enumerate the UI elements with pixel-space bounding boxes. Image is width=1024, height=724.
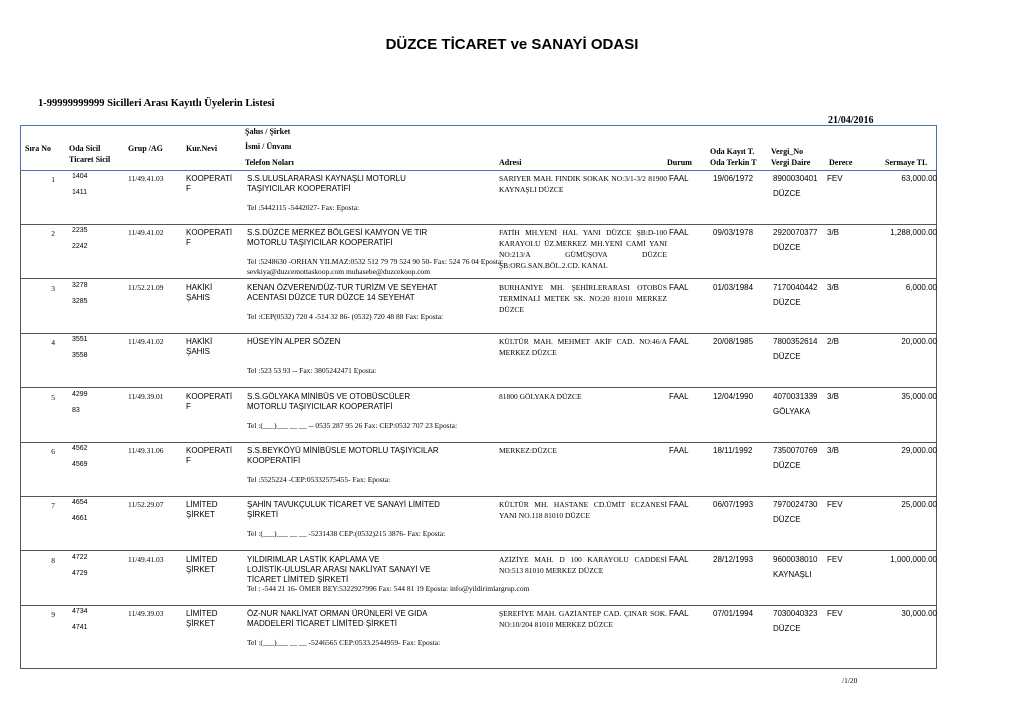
tax-office: KAYNAŞLI bbox=[773, 569, 812, 579]
company-name: S.S.DÜZCE MERKEZ BÖLGESİ KAMYON VE TIR bbox=[247, 228, 428, 238]
status: FAAL bbox=[669, 282, 689, 292]
tax-number: 7800352614 bbox=[773, 337, 818, 347]
table-row bbox=[21, 171, 936, 225]
capital: 29,000.00 bbox=[901, 446, 937, 455]
status: FAAL bbox=[669, 337, 689, 347]
oda-sicil: 4299 bbox=[72, 390, 88, 398]
degree: 2/B bbox=[827, 337, 840, 347]
status: FAAL bbox=[669, 554, 689, 564]
col-derece: Derece bbox=[829, 158, 853, 167]
degree: FEV bbox=[827, 174, 843, 183]
oda-sicil: 4734 bbox=[72, 608, 88, 616]
degree: FEV bbox=[827, 554, 843, 564]
company-name: KENAN ÖZVEREN/DÜZ-TUR TURİZM VE SEYEHAT bbox=[247, 282, 438, 292]
kur-nevi: LİMİTED bbox=[186, 554, 218, 564]
ticaret-sicil: 83 bbox=[72, 406, 80, 414]
kur-nevi: KOOPERATİ bbox=[186, 446, 233, 455]
kur-nevi-cont: ŞİRKET bbox=[186, 564, 215, 574]
grup-ag: 11/52.29.07 bbox=[128, 500, 164, 510]
phone-numbers: Tel :CEP(0532) 720 4 -514 32 86- (0532) 720 48 88 Fax: Eposta: bbox=[247, 311, 444, 321]
kur-nevi: HAKİKİ bbox=[186, 282, 213, 292]
phone-numbers: Tel : -544 21 16- ÖMER BEY:5322927996 Fax: 544 81 19 Eposta: info@yildirimlargrup.com bbox=[247, 583, 530, 593]
status: FAAL bbox=[669, 500, 689, 510]
oda-sicil: 3278 bbox=[72, 281, 88, 289]
kur-nevi-cont: ŞİRKET bbox=[186, 510, 215, 520]
tax-office: DÜZCE bbox=[773, 297, 801, 307]
col-oda-terkin: Oda Terkin T bbox=[710, 158, 757, 167]
phone-numbers: Tel :5525224 -CEP:05332575455- Fax: Eposta: bbox=[247, 475, 391, 484]
address: 81800 GÖLYAKA DÜZCE bbox=[499, 391, 582, 401]
row-number: 1 bbox=[51, 175, 55, 184]
registration-date: 09/03/1978 bbox=[713, 228, 754, 238]
tax-office: DÜZCE bbox=[773, 461, 801, 470]
kur-nevi-cont: F bbox=[186, 184, 191, 193]
col-sira-no: Sıra No bbox=[25, 144, 51, 153]
tax-number: 7350070769 bbox=[773, 446, 818, 455]
phone-numbers: Tel :(___)___ __ __ -5246565 CEP:0533.2544959- Fax: Eposta: bbox=[247, 638, 441, 648]
kur-nevi-cont: ŞAHIS bbox=[186, 347, 211, 357]
registration-date: 20/08/1985 bbox=[713, 337, 754, 347]
col-vergi-daire: Vergi Daire bbox=[771, 158, 811, 167]
company-name-cont: TAŞIYICILAR KOOPERATİFİ bbox=[247, 184, 351, 193]
company-name-cont: LOJİSTİK-ULUSLAR ARASI NAKLİYAT SANAYİ VE bbox=[247, 564, 431, 574]
col-oda-sicil: Oda Sicil bbox=[69, 144, 101, 153]
company-name-cont: KOOPERATİFİ bbox=[247, 456, 301, 465]
kur-nevi: HAKİKİ bbox=[186, 337, 213, 347]
ticaret-sicil: 4741 bbox=[72, 624, 88, 632]
col-adresi: Adresi bbox=[499, 158, 522, 167]
phone-numbers: Tel :5248630 -ORHAN YILMAZ:0532 512 79 79 524 90 50- Fax: 524 76 04 Eposta: bbox=[247, 257, 504, 267]
ticaret-sicil: 4661 bbox=[72, 515, 88, 523]
col-kur-nevi: Kur.Nevi bbox=[186, 144, 218, 153]
oda-sicil: 3551 bbox=[72, 336, 88, 344]
list-title: 1-99999999999 Sicilleri Arası Kayıtlı Üyelerin Listesi bbox=[38, 98, 275, 109]
registration-date: 19/06/1972 bbox=[713, 174, 754, 183]
tax-number: 7030040323 bbox=[773, 609, 818, 619]
degree: FEV bbox=[827, 609, 843, 619]
grup-ag: 11/49.39.03 bbox=[128, 609, 164, 619]
ticaret-sicil: 3558 bbox=[72, 352, 88, 360]
company-name: S.S.ULUSLARARASI KAYNAŞLI MOTORLU bbox=[247, 174, 406, 183]
status: FAAL bbox=[669, 609, 689, 619]
address: FATİH MH.YENİ HAL YANI DÜZCE ŞB:D-100 KARAYOLU ÜZ.MERKEZ MH.YENİ CAMİ YANI NO:213/A GÜMÜŞOVA DÜZCE ŞB:ORG.SAN.BÖL.2.CD. KANAL bbox=[499, 228, 667, 271]
table-row bbox=[21, 225, 936, 279]
company-name: YILDIRIMLAR LASTİK KAPLAMA VE bbox=[247, 554, 380, 564]
tax-number: 9600038010 bbox=[773, 554, 818, 564]
grup-ag: 11/49.41.02 bbox=[128, 337, 164, 347]
capital: 1,288,000.00 bbox=[890, 228, 937, 238]
tax-office: DÜZCE bbox=[773, 243, 801, 253]
table-row bbox=[21, 443, 936, 497]
ticaret-sicil: 2242 bbox=[72, 243, 88, 251]
status: FAAL bbox=[669, 228, 689, 238]
company-name: S.S.GÖLYAKA MİNİBÜS VE OTOBÜSCÜLER bbox=[247, 391, 411, 401]
tax-number: 8900030401 bbox=[773, 174, 818, 183]
table-row bbox=[21, 606, 936, 660]
company-name-cont: ŞİRKETİ bbox=[247, 510, 279, 520]
degree: FEV bbox=[827, 500, 843, 510]
kur-nevi-cont: F bbox=[186, 401, 191, 411]
registration-date: 01/03/1984 bbox=[713, 282, 754, 292]
grup-ag: 11/49.41.03 bbox=[128, 174, 164, 183]
report-date: 21/04/2016 bbox=[828, 115, 874, 126]
tax-office: DÜZCE bbox=[773, 624, 801, 634]
row-number: 4 bbox=[51, 338, 55, 348]
tax-office: DÜZCE bbox=[773, 352, 801, 362]
status: FAAL bbox=[669, 446, 689, 455]
table-row bbox=[21, 552, 936, 606]
company-name-cont: MOTORLU TAŞIYICILAR KOOPERATİFİ bbox=[247, 238, 393, 248]
oda-sicil: 4722 bbox=[72, 553, 88, 561]
oda-sicil: 4654 bbox=[72, 499, 88, 507]
kur-nevi: KOOPERATİ bbox=[186, 228, 233, 238]
kur-nevi-cont: ŞİRKET bbox=[186, 619, 215, 629]
company-name: S.S.BEYKÖYÜ MİNİBÜSLE MOTORLU TAŞIYICILAR bbox=[247, 446, 439, 455]
address: SARIYER MAH. FINDIK SOKAK NO:3/1-3/2 81900 KAYNAŞLI DÜZCE bbox=[499, 174, 667, 194]
address: AZİZİYE MAH. D 100 KARAYOLU CADDESİ NO:513 81010 MERKEZ DÜZCE bbox=[499, 554, 667, 575]
row-number: 9 bbox=[51, 610, 55, 620]
table-row bbox=[21, 497, 936, 551]
kur-nevi: KOOPERATİ bbox=[186, 391, 233, 401]
kur-nevi: LİMİTED bbox=[186, 500, 218, 510]
tax-office: DÜZCE bbox=[773, 515, 801, 525]
address: KÜLTÜR MAH. MEHMET AKİF CAD. NO:46/A MERKEZ DÜZCE bbox=[499, 337, 667, 358]
degree: 3/B bbox=[827, 391, 840, 401]
table-row bbox=[21, 389, 936, 443]
capital: 1,000,000.00 bbox=[890, 554, 937, 564]
table-row bbox=[21, 280, 936, 334]
grup-ag: 11/49.39.01 bbox=[128, 391, 164, 401]
address: ŞEREFİYE MAH. GAZİANTEP CAD. ÇINAR SOK. NO:10/204 81010 MERKEZ DÜZCE bbox=[499, 609, 667, 630]
col-telefon: Telefon Noları bbox=[245, 158, 294, 167]
kur-nevi: LİMİTED bbox=[186, 609, 218, 619]
company-name: ÖZ-NUR NAKLİYAT ORMAN ÜRÜNLERİ VE GIDA bbox=[247, 609, 428, 619]
status: FAAL bbox=[669, 174, 689, 183]
phone-numbers: Tel :5442115 -5442027- Fax: Eposta: bbox=[247, 203, 360, 212]
kur-nevi: KOOPERATİ bbox=[186, 174, 233, 183]
member-table bbox=[20, 171, 937, 669]
registration-date: 06/07/1993 bbox=[713, 500, 754, 510]
company-name: ŞAHİN TAVUKÇULUK TİCARET VE SANAYİ LİMİTED bbox=[247, 500, 440, 510]
address: MERKEZ:DÜZCE bbox=[499, 446, 557, 455]
phone-numbers: Tel :523 53 93 -- Fax: 3805242471 Eposta: bbox=[247, 366, 377, 376]
oda-sicil: 4562 bbox=[72, 445, 88, 452]
tax-number: 4070031339 bbox=[773, 391, 818, 401]
registration-date: 18/11/1992 bbox=[713, 446, 753, 455]
oda-sicil: 2235 bbox=[72, 227, 88, 235]
phone-numbers-cont: sevkiya@duzcemottaskoop.com muhasebe@duzcekoop.com bbox=[247, 267, 431, 277]
ticaret-sicil: 1411 bbox=[72, 189, 88, 196]
degree: 3/B bbox=[827, 446, 840, 455]
capital: 25,000.00 bbox=[901, 500, 937, 510]
tax-number: 7170040442 bbox=[773, 282, 818, 292]
address: BURHANİYE MH. ŞEHİRLERARASI OTOBÜS TERMİNALİ METEK SK. NO:20 81010 MERKEZ DÜZCE bbox=[499, 282, 667, 314]
kur-nevi-cont: ŞAHIS bbox=[186, 292, 211, 302]
capital: 63,000.00 bbox=[901, 174, 937, 183]
capital: 20,000.00 bbox=[901, 337, 937, 347]
oda-sicil: 1404 bbox=[72, 173, 88, 180]
registration-date: 12/04/1990 bbox=[713, 391, 754, 401]
ticaret-sicil: 4569 bbox=[72, 461, 88, 468]
tax-number: 7970024730 bbox=[773, 500, 818, 510]
col-grup: Grup /AG bbox=[128, 144, 163, 153]
table-row bbox=[21, 334, 936, 388]
phone-numbers: Tel :(___)___ __ __ -5231438 CEP:(0532)215 3876- Fax: Eposta: bbox=[247, 529, 446, 539]
degree: 3/B bbox=[827, 228, 840, 238]
page-title: DÜZCE TİCARET ve SANAYİ ODASI bbox=[385, 36, 639, 53]
company-name-cont2: TİCARET LİMİTED ŞİRKETİ bbox=[247, 574, 349, 584]
row-number: 6 bbox=[51, 447, 55, 456]
grup-ag: 11/52.21.09 bbox=[128, 282, 164, 292]
status: FAAL bbox=[669, 391, 689, 401]
kur-nevi-cont: F bbox=[186, 456, 191, 465]
capital: 6,000.00 bbox=[905, 282, 937, 292]
tax-office: GÖLYAKA bbox=[773, 406, 811, 416]
ticaret-sicil: 3285 bbox=[72, 297, 88, 305]
grup-ag: 11/49.41.03 bbox=[128, 554, 164, 564]
kur-nevi-cont: F bbox=[186, 238, 191, 248]
col-isim-unvan: İsmi / Ünvanı bbox=[245, 142, 292, 151]
row-number: 7 bbox=[51, 501, 55, 511]
registration-date: 28/12/1993 bbox=[713, 554, 754, 564]
row-number: 8 bbox=[51, 555, 55, 565]
grup-ag: 11/49.41.02 bbox=[128, 228, 164, 238]
page-number: /1/20 bbox=[842, 676, 858, 685]
row-number: 3 bbox=[51, 283, 55, 293]
capital: 30,000.00 bbox=[901, 609, 937, 619]
capital: 35,000.00 bbox=[901, 391, 937, 401]
company-name-cont: MADDELERİ TİCARET LİMİTED ŞİRKETİ bbox=[247, 619, 397, 629]
col-vergi-no: Vergi_No bbox=[771, 147, 804, 156]
company-name: HÜSEYİN ALPER SÖZEN bbox=[247, 337, 341, 347]
tax-number: 2920070377 bbox=[773, 228, 818, 238]
col-durum: Durum bbox=[667, 158, 692, 167]
table-header bbox=[20, 125, 937, 171]
phone-numbers: Tel :(___)___ __ __ -- 0535 287 95 26 Fax: CEP:0532 707 23 Eposta: bbox=[247, 420, 458, 430]
company-name-cont: ACENTASI DÜZCE TUR DÜZCE 14 SEYEHAT bbox=[247, 292, 415, 302]
col-oda-kayit: Oda Kayıt T. bbox=[710, 147, 755, 156]
row-number: 2 bbox=[51, 229, 55, 239]
company-name-cont: MOTORLU TAŞIYICILAR KOOPERATİFİ bbox=[247, 401, 393, 411]
col-sahis-sirket: Şahıs / Şirket bbox=[245, 127, 291, 136]
col-ticaret-sicil: Ticaret Sicil bbox=[69, 155, 111, 164]
address: KÜLTÜR MH. HASTANE CD.ÜMİT ECZANESİ YANI NO.118 81010 DÜZCE bbox=[499, 500, 667, 521]
registration-date: 07/01/1994 bbox=[713, 609, 754, 619]
ticaret-sicil: 4729 bbox=[72, 569, 88, 577]
grup-ag: 11/49.31.06 bbox=[128, 446, 164, 455]
degree: 3/B bbox=[827, 282, 840, 292]
tax-office: DÜZCE bbox=[773, 189, 801, 198]
col-sermaye: Sermaye TL bbox=[885, 158, 928, 167]
row-number: 5 bbox=[51, 392, 55, 402]
